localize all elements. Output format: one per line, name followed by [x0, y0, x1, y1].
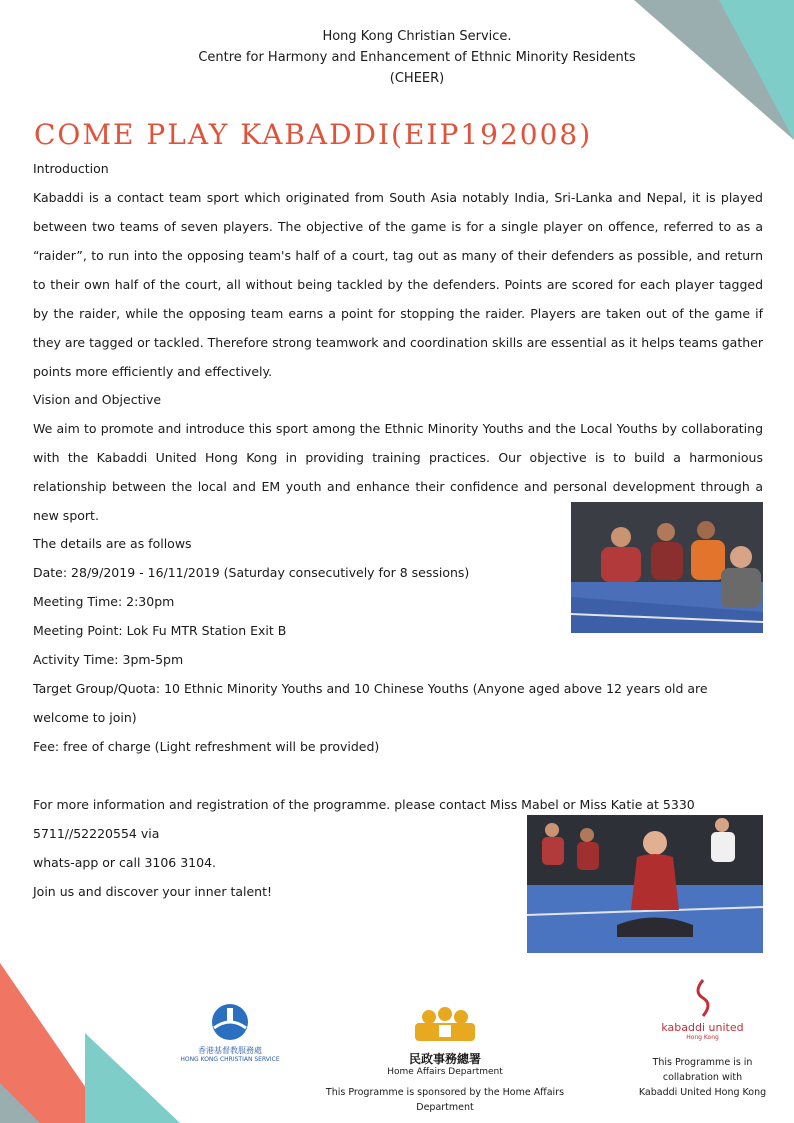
had-emblem-icon	[405, 1005, 485, 1047]
introduction-text: Kabaddi is a contact team sport which originated from South Asia notably India, Sri-Lanka and Nepal, it is played between two teams of seven players. The objective of the game is for a single player on offence, referred to as a “raider”, to run into the opposing team's half of a court, tag out as many of their defenders as possible, and return to their own half of the court, all without being tackled by the defenders. Points are scored for each player tagged by the raider, while the opposing team earns a point for stopping the raider. Players are taken out of the game if they are tagged or tackled. Therefore strong teamwork and coordination skills are essential as it helps teams gather points more efficiently and effectively.	[33, 190, 763, 379]
details-fee: Fee: free of charge (Light refreshment will be provided)	[33, 739, 380, 754]
org-name: Hong Kong Christian Service.	[322, 29, 512, 44]
details-date: Date: 28/9/2019 - 16/11/2019 (Saturday consecutively for 8 sessions)	[33, 565, 470, 580]
kabaddi-photo-training	[571, 502, 763, 633]
kabaddi-united-emblem-icon	[691, 978, 715, 1018]
kabaddi-united-note-2: collabration with	[662, 1072, 743, 1083]
had-sponsor-note: This Programme is sponsored by the Home Affairs Department	[325, 1087, 565, 1113]
introduction-heading: Introduction	[33, 161, 109, 176]
centre-name: Centre for Harmony and Enhancement of Ethnic Minority Residents (CHEER)	[198, 50, 636, 86]
hkcs-logo	[170, 1002, 290, 1063]
kabaddi-united-logo	[630, 978, 775, 1100]
page-header	[0, 26, 794, 89]
details-heading: The details are as follows	[33, 536, 192, 551]
details-meeting-point: Meeting Point: Lok Fu MTR Station Exit B	[33, 623, 287, 638]
hkcs-chinese-name: 香港基督教服務處	[198, 1046, 262, 1055]
contact-line-2: whats-app or call 3106 3104.	[33, 855, 217, 870]
had-english-name: Home Affairs Department	[387, 1067, 503, 1077]
details-meeting-time: Meeting Time: 2:30pm	[33, 594, 175, 609]
page-title: COME PLAY KABADDI(EIP192008)	[34, 118, 593, 151]
had-logo	[300, 1005, 590, 1115]
kabaddi-photo-player	[527, 815, 763, 953]
corner-decoration-bottom	[0, 963, 180, 1123]
vision-text: We aim to promote and introduce this sport among the Ethnic Minority Youths and the Local Youths by collaborating with the Kabaddi United Hong Kong in providing training practices. Our objective is to build a harmonious relationship between the local and EM youth and enhance their confidence and personal development through a new sport.	[33, 421, 763, 523]
details-target: Target Group/Quota: 10 Ethnic Minority Youths and 10 Chinese Youths (Anyone aged above 12 years old are welcome to join)	[33, 681, 708, 725]
details-activity-time: Activity Time: 3pm-5pm	[33, 652, 184, 667]
kabaddi-united-note-3: Kabaddi United Hong Kong	[638, 1087, 767, 1098]
had-chinese-name: 民政事務總署	[408, 1052, 481, 1066]
kabaddi-united-name: kabaddi united	[661, 1021, 744, 1034]
contact-line-3: Join us and discover your inner talent!	[33, 884, 273, 899]
kabaddi-united-note-1: This Programme is in	[652, 1057, 753, 1068]
introduction-section	[33, 154, 763, 386]
vision-heading: Vision and Objective	[33, 392, 162, 407]
hkcs-emblem-icon	[208, 1002, 252, 1042]
kabaddi-united-sub: Hong Kong	[686, 1034, 719, 1041]
contact-line-1: For more information and registration of the programme. please contact Miss Mabel or Miss Katie at 5330 5711//52220554 via	[33, 797, 695, 841]
hkcs-english-name: HONG KONG CHRISTIAN SERVICE	[180, 1056, 280, 1063]
